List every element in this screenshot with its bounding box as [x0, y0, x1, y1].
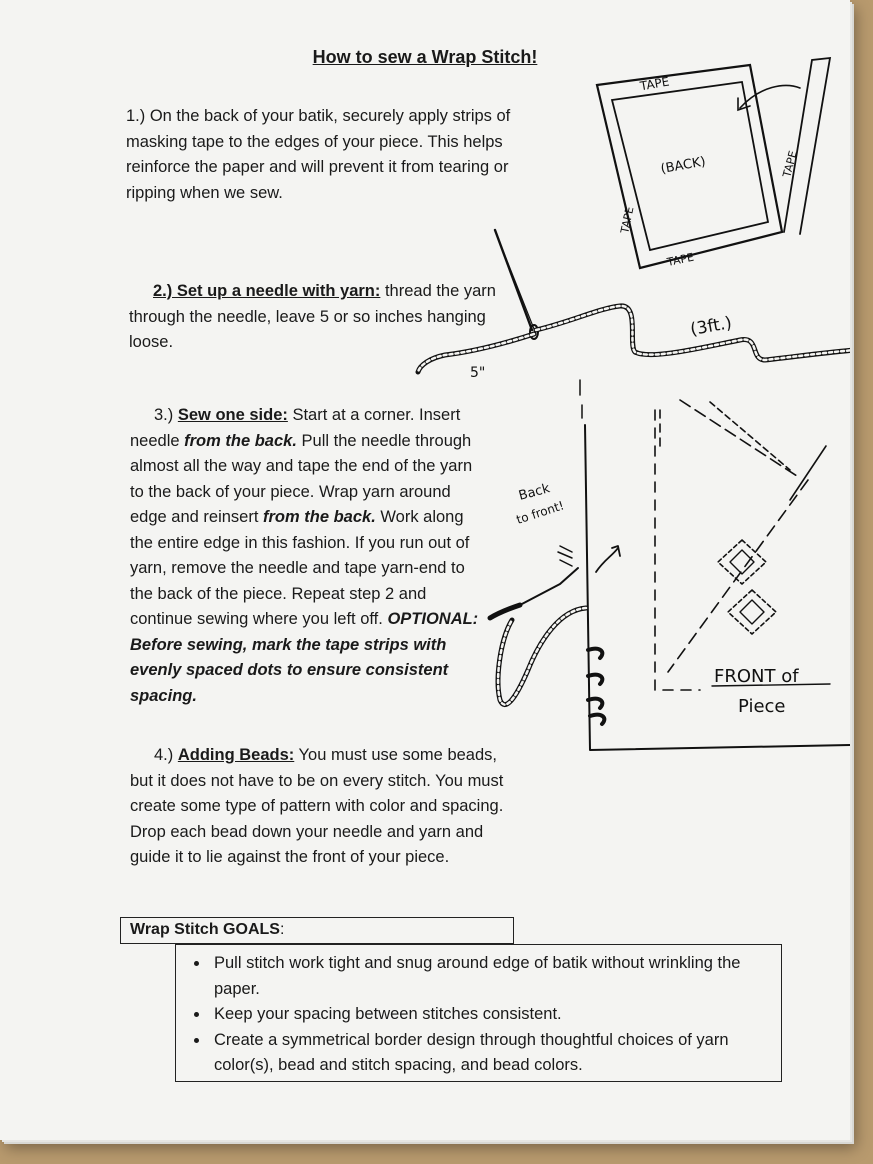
- step-1-text: 1.) On the back of your batik, securely apply strips of masking tape to the edges of your piece. This helps reinforce the paper and will prevent it from tearing or ripping when we sew.: [126, 107, 511, 202]
- back-to-front-label-1: Back: [517, 481, 552, 504]
- step-3-text-2: Pull the needle through almost all the way and tape the end of the yarn to the back of your piece. Wrap yarn around edge and reinsert: [130, 431, 473, 526]
- step-2-text: thread the yarn through the needle, leave 5 or so inches hanging loose.: [129, 282, 496, 351]
- step-3-emphasis-1: from the back.: [184, 431, 297, 450]
- step-2-heading: 2.) Set up a needle with yarn:: [153, 282, 381, 300]
- sewing-edge-drawing: [490, 380, 850, 750]
- goals-heading: Wrap Stitch GOALS: [130, 921, 280, 938]
- step-3-optional-note: OPTIONAL: Before sewing, mark the tape strips with evenly spaced dots to ensure consistent spacing.: [130, 610, 479, 705]
- goals-heading-colon: :: [279, 921, 285, 938]
- step-3-text-3: Work along the entire edge in this fashion. If you run out of yarn, remove the needle and tape yarn-end to the back of the piece. Repeat step 2 and continue sewing where you left off.: [130, 508, 470, 628]
- page-title: How to sew a Wrap Stitch!: [312, 47, 538, 67]
- step-3-text-1: Start at a corner. Insert needle: [130, 406, 461, 450]
- step-3-heading: Sew one side:: [177, 406, 288, 424]
- back-label: (BACK): [659, 154, 707, 178]
- yarn-length-label: (3ft.): [688, 313, 734, 341]
- goal-item: • Keep your spacing between stitches consistent.: [210, 1002, 771, 1028]
- step-4-number: 4.): [154, 746, 178, 764]
- inches-label: 5": [470, 365, 486, 381]
- step-3-emphasis-2: from the back.: [263, 508, 376, 526]
- taped-back-drawing: [597, 58, 830, 269]
- needle-yarn-drawing: [418, 230, 850, 381]
- tape-label-left: TAPE: [618, 205, 637, 235]
- tape-label-top: TAPE: [638, 74, 671, 94]
- front-label-1: FRONT of: [714, 666, 799, 687]
- front-label-2: Piece: [738, 696, 786, 717]
- step-4-text: You must use some beads, but it does not have to be on every stitch. You must create some type of pattern with color and spacing. Drop each bead down your needle and yarn and guide it to lie against the front of your piece.: [130, 746, 504, 866]
- step-4-heading: Adding Beads:: [177, 746, 295, 764]
- back-to-front-label-2: to front!: [514, 498, 566, 527]
- tape-label-bottom: TAPE: [665, 250, 696, 269]
- tape-label-right: TAPE: [780, 149, 800, 179]
- goal-item: • Create a symmetrical border design through thoughtful choices of yarn color(s), bead and stitch spacing, and bead colors.: [210, 1028, 771, 1079]
- goal-item: • Pull stitch work tight and snug around edge of batik without wrinkling the paper.: [210, 951, 771, 1002]
- step-3-number: 3.): [154, 406, 178, 424]
